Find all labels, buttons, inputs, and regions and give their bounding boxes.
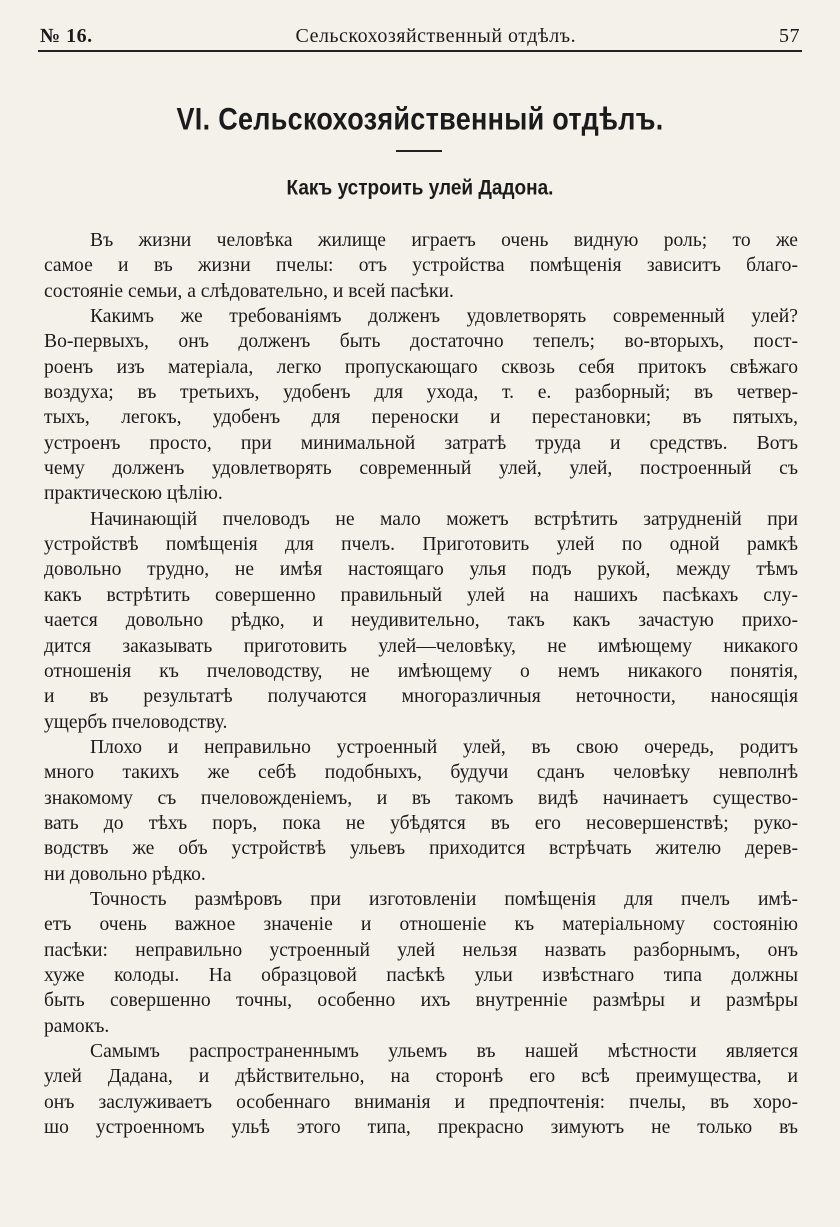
text-line: практическою цѣлію. <box>44 483 223 505</box>
text-line: пасѣки: неправильно устроенный улей нельзя назвать разборнымъ, онъ <box>44 939 798 961</box>
text-line: отношенія къ пчеловодству, не имѣющему о немъ никакого понятія, <box>44 660 798 682</box>
text-line: улей Дадана, и дѣйствительно, на сторонѣ его всѣ преимущества, и <box>44 1066 798 1088</box>
text-line: вать до тѣхъ поръ, пока не убѣдятся въ его несовершенствѣ; руко- <box>44 812 798 834</box>
text-line: Въ жизни человѣка жилище играетъ очень видную роль; то же <box>90 230 798 251</box>
text-line: довольно трудно, не имѣя настоящаго улья подъ рукой, между тѣмъ <box>44 559 798 581</box>
header-rule <box>38 50 802 52</box>
text-line: быть совершенно точны, особенно ихъ внутренніе размѣры и размѣры <box>44 990 798 1012</box>
text-line: самое и въ жизни пчелы: отъ устройства помѣщенія зависитъ благо- <box>44 255 798 277</box>
text-line: ни довольно рѣдко. <box>44 863 206 885</box>
text-line: дится заказывать приготовить улей—человѣку, не имѣющему никакого <box>44 635 798 657</box>
text-line: устройствѣ помѣщенія для пчелъ. Приготовить улей по одной рамкѣ <box>44 534 798 556</box>
page-number: 57 <box>778 25 800 47</box>
text-line: хуже колоды. На образцовой пасѣкѣ ульи извѣстнаго типа должны <box>44 964 798 986</box>
title-rule <box>396 150 442 152</box>
article-body <box>44 228 798 1140</box>
text-line: и въ результатѣ получаются многоразличныя неточности, наносящія <box>44 686 798 708</box>
text-line: Точность размѣровъ при изготовленіи помѣщенія для пчелъ имѣ- <box>90 888 798 910</box>
text-line: ущербъ пчеловодству. <box>44 711 228 733</box>
text-line: устроенъ просто, при минимальной затратѣ труда и средствъ. Вотъ <box>44 432 798 454</box>
issue-number: № 16. <box>40 25 93 47</box>
text-line: чему долженъ удовлетворять современный улей, улей, построенный съ <box>44 458 798 480</box>
text-line: етъ очень важное значеніе и отношеніе къ матеріальному состоянію <box>44 914 798 936</box>
running-header <box>40 18 800 48</box>
text-line: Какимъ же требованіямъ долженъ удовлетворять современный улей? <box>90 306 798 328</box>
text-line: чается довольно рѣдко, и неудивительно, такъ какъ зачастую прихо- <box>44 610 798 632</box>
text-line: какъ встрѣтить совершенно правильный улей на нашихъ пасѣкахъ слу- <box>44 584 798 606</box>
text-line: Самымъ распространеннымъ ульемъ въ нашей мѣстности является <box>90 1041 798 1062</box>
running-section-title: Сельскохозяйственный отдѣлъ. <box>295 25 577 47</box>
text-line: шо устроенномъ ульѣ этого типа, прекрасно зимуютъ не только въ <box>44 1117 798 1139</box>
text-line: рамокъ. <box>44 1015 110 1037</box>
article-title: Какъ устроить улей Дадона. <box>286 176 554 201</box>
text-line: роенъ изъ матеріала, легко пропускающаго сквозь себя притокъ свѣжаго <box>44 356 798 378</box>
text-line: Во-первыхъ, онъ долженъ быть достаточно тепелъ; во-вторыхъ, пост- <box>44 331 798 353</box>
text-line: водствъ же объ устройствѣ ульевъ приходится встрѣчать жителю дерев- <box>44 838 798 860</box>
text-line: Плохо и неправильно устроенный улей, въ свою очередь, родитъ <box>90 736 798 758</box>
section-title: VI. Сельскохозяйственный отдѣлъ. <box>176 101 664 137</box>
text-line: состояніе семьи, а слѣдовательно, и всей пасѣки. <box>44 280 454 302</box>
text-line: тыхъ, легокъ, удобенъ для переноски и перестановки; въ пятыхъ, <box>44 407 798 429</box>
text-line: воздуха; въ третьихъ, удобенъ для ухода, т. е. разборный; въ четвер- <box>44 382 798 404</box>
text-line: знакомому съ пчеловожденіемъ, и въ такомъ видѣ начинаетъ существо- <box>44 787 798 809</box>
text-line: много такихъ же себѣ подобныхъ, будучи сданъ человѣку невполнѣ <box>44 762 798 784</box>
text-line: Начинающій пчеловодъ не мало можетъ встрѣтить затрудненій при <box>90 508 798 530</box>
text-line: онъ заслуживаетъ особеннаго вниманія и предпочтенія: пчелы, въ хоро- <box>44 1091 798 1113</box>
